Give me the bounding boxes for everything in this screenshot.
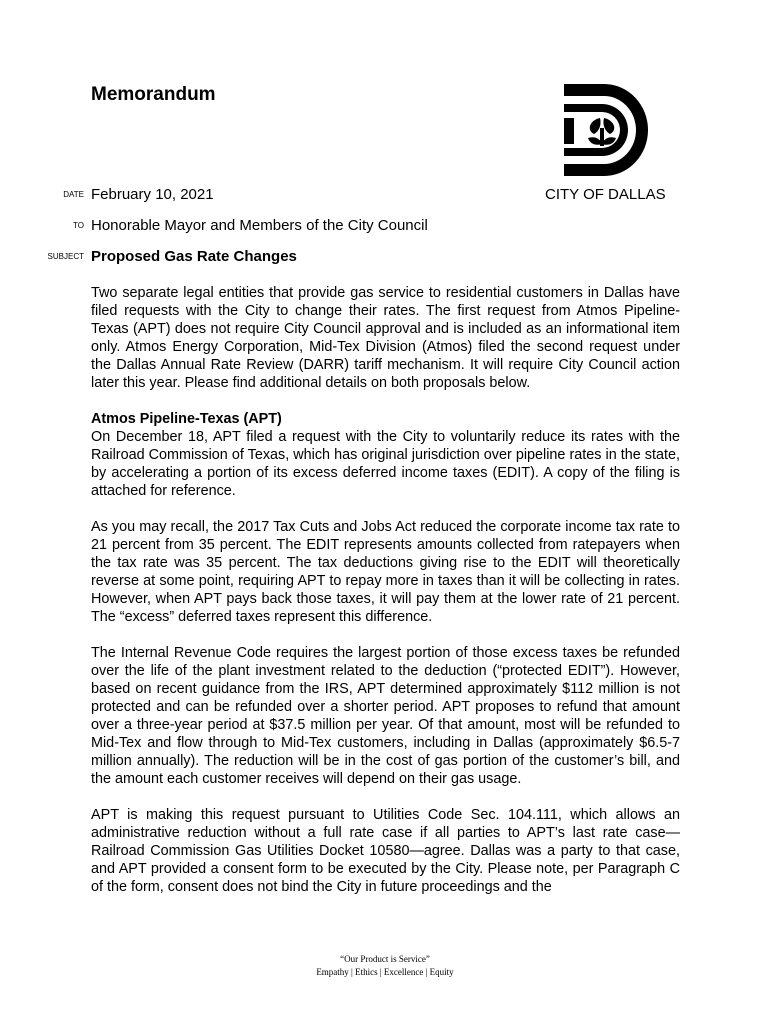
paragraph-3: The Internal Revenue Code requires the largest portion of those excess taxes be refunded over the life of the plant investment related to the deduction (“protected EDIT”). However, based on recent guidance from the IRS, APT determined approximately $112 million is not protected and can be refunded over a shorter period. APT proposes to refund that amount over a three-year period at $37.5 million per year. Of that amount, most will be refunded to Mid-Tex and flow through to Mid-Tex customers, including in Dallas (approximately $6.5-7 million annually). The reduction will be in the cost of gas portion of the customer’s bill, and the amount each customer receives will depend on their gas usage. bbox=[91, 645, 680, 787]
date-label: DATE bbox=[63, 190, 84, 199]
to-label: TO bbox=[73, 221, 84, 230]
city-of-dallas-logo bbox=[560, 82, 652, 178]
footer bbox=[0, 953, 770, 979]
intro-paragraph: Two separate legal entities that provide gas service to residential customers in Dallas have filed requests with the City to change their rates. The first request from Atmos Pipeline-Texas (APT) does not require City Council approval and is included as an informational item only. Atmos Energy Corporation, Mid-Tex Division (Atmos) filed the second request under the Dallas Annual Rate Review (DARR) tariff mechanism. It will require City Council action later this year. Please find additional details on both proposals below. bbox=[91, 285, 680, 391]
city-name: CITY OF DALLAS bbox=[545, 186, 666, 203]
to-value: Honorable Mayor and Members of the City Council bbox=[91, 217, 428, 234]
date-value: February 10, 2021 bbox=[91, 186, 214, 203]
footer-motto: “Our Product is Service” bbox=[340, 954, 430, 964]
footer-values: Empathy | Ethics | Excellence | Equity bbox=[316, 967, 454, 977]
memo-title: Memorandum bbox=[91, 84, 216, 105]
paragraph-1: On December 18, APT filed a request with the City to voluntarily reduce its rates with the Railroad Commission of Texas, which has original jurisdiction over pipeline rates in the state, by accelerating a portion of its excess deferred income taxes (EDIT). A copy of the filing is attached for reference. bbox=[91, 429, 680, 499]
subject-value: Proposed Gas Rate Changes bbox=[91, 248, 297, 265]
section-heading: Atmos Pipeline-Texas (APT) bbox=[91, 411, 282, 427]
paragraph-4: APT is making this request pursuant to Utilities Code Sec. 104.111, which allows an administrative reduction without a full rate case if all parties to APT’s last rate case—Railroad Commission Gas Utilities Docket 10580—agree. Dallas was a party to that case, and APT provided a consent form to be executed by the City. Please note, per Paragraph C of the form, consent does not bind the City in future proceedings and the bbox=[91, 807, 680, 895]
paragraph-2: As you may recall, the 2017 Tax Cuts and Jobs Act reduced the corporate income tax rate to 21 percent from 35 percent. The EDIT represents amounts collected from ratepayers when the tax rate was 35 percent. The tax deductions giving rise to the EDIT will theoretically reverse at some point, requiring APT to repay more in taxes than it will be collecting in rates. However, when APT pays back those taxes, it will pay them at the lower rate of 21 percent. The “excess” deferred taxes represent this difference. bbox=[91, 519, 680, 625]
subject-label: SUBJECT bbox=[47, 252, 84, 261]
memo-body bbox=[91, 284, 680, 914]
